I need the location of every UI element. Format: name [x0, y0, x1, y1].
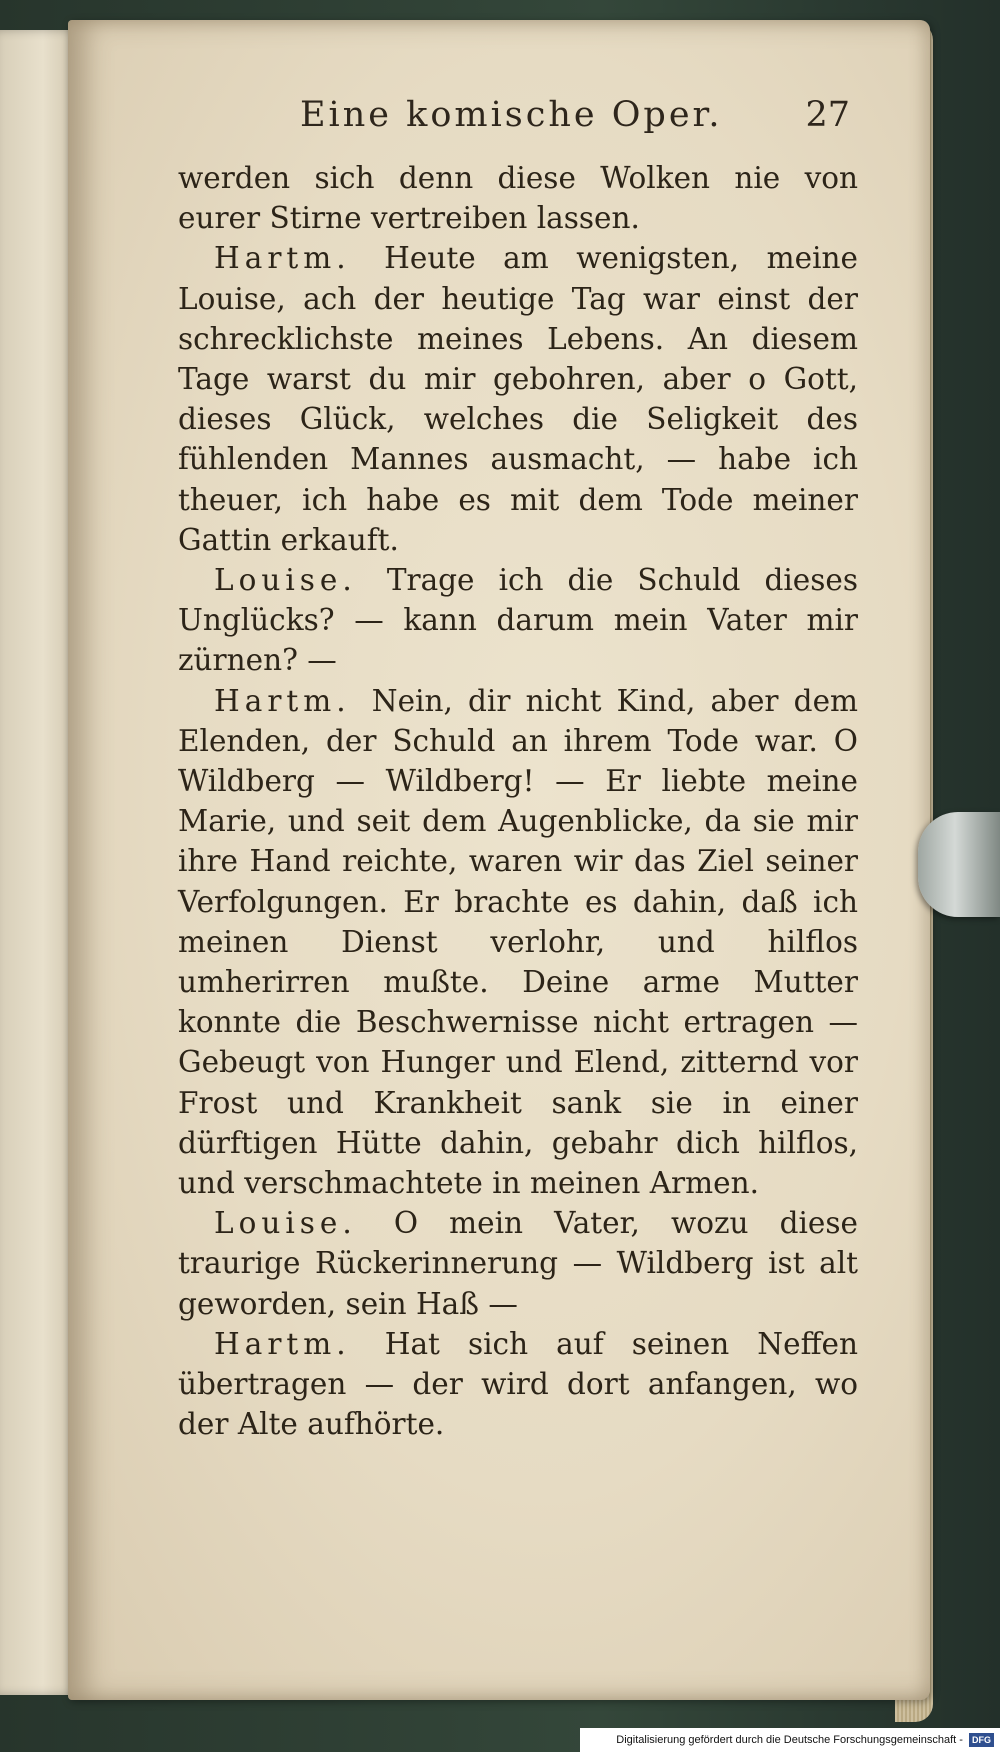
running-header	[300, 95, 850, 145]
speaker-name: Hartm.	[214, 683, 351, 718]
paragraph-text: Heute am wenigsten, meine Louise, ach der heutige Tag war einst der schrecklichste meines Lebens. An diesem Tage warst du mir gebohren, aber o Gott, dieses Glück, welches die Seligkeit des fühlenden Mannes ausmacht, — habe ich theuer, ich habe es mit dem Tode meiner Gattin erkauft.	[178, 241, 858, 557]
paragraph	[178, 238, 858, 560]
facing-page-edge	[0, 30, 78, 1695]
paragraph-text: O mein Vater, wozu diese traurige Rückerinnerung — Wildberg ist alt geworden, sein Haß —	[178, 1206, 858, 1321]
paragraph-text: werden sich denn diese Wolken nie von eurer Stirne vertreiben lassen.	[178, 161, 858, 236]
paragraph	[178, 681, 858, 1204]
page-body	[178, 158, 858, 1445]
paragraph	[178, 1203, 858, 1324]
paragraph	[178, 560, 858, 681]
bookmark-clip	[918, 812, 1000, 917]
speaker-name: Louise.	[214, 563, 357, 598]
paragraph-text: Nein, dir nicht Kind, aber dem Elenden, der Schuld an ihrem Tode war. O Wildberg — Wildberg! — Er liebte meine Marie, und seit dem Augenblicke, da sie mir ihre Hand reichte, waren wir das Ziel seiner Verfolgungen. Er brachte es dahin, daß ich meinen Dienst verlohr, und hilflos umherirren mußte. Deine arme Mutter konnte die Beschwernisse nicht ertragen — Gebeugt von Hunger und Elend, zitternd vor Frost und Krankheit sank sie in einer dürftigen Hütte dahin, gebahr dich hilflos, und verschmachtete in meinen Armen.	[178, 683, 858, 1201]
speaker-name: Hartm.	[214, 1326, 351, 1361]
running-title: Eine komische Oper.	[300, 95, 723, 135]
paragraph-text: Trage ich die Schuld dieses Unglücks? — kann darum mein Vater mir zürnen? —	[178, 563, 858, 678]
paragraph	[178, 158, 858, 238]
speaker-name: Louise.	[214, 1206, 357, 1241]
credit-text: Digitalisierung gefördert durch die Deutsche Forschungsgemeinschaft -	[616, 1734, 963, 1746]
dfg-logo: DFG	[969, 1733, 994, 1747]
digitization-credit	[580, 1728, 1000, 1752]
paragraph-text: Hat sich auf seinen Neffen übertragen — der wird dort anfangen, wo der Alte aufhörte.	[178, 1326, 858, 1442]
speaker-name: Hartm.	[214, 241, 351, 276]
page-number: 27	[805, 95, 850, 135]
paragraph	[178, 1324, 858, 1445]
